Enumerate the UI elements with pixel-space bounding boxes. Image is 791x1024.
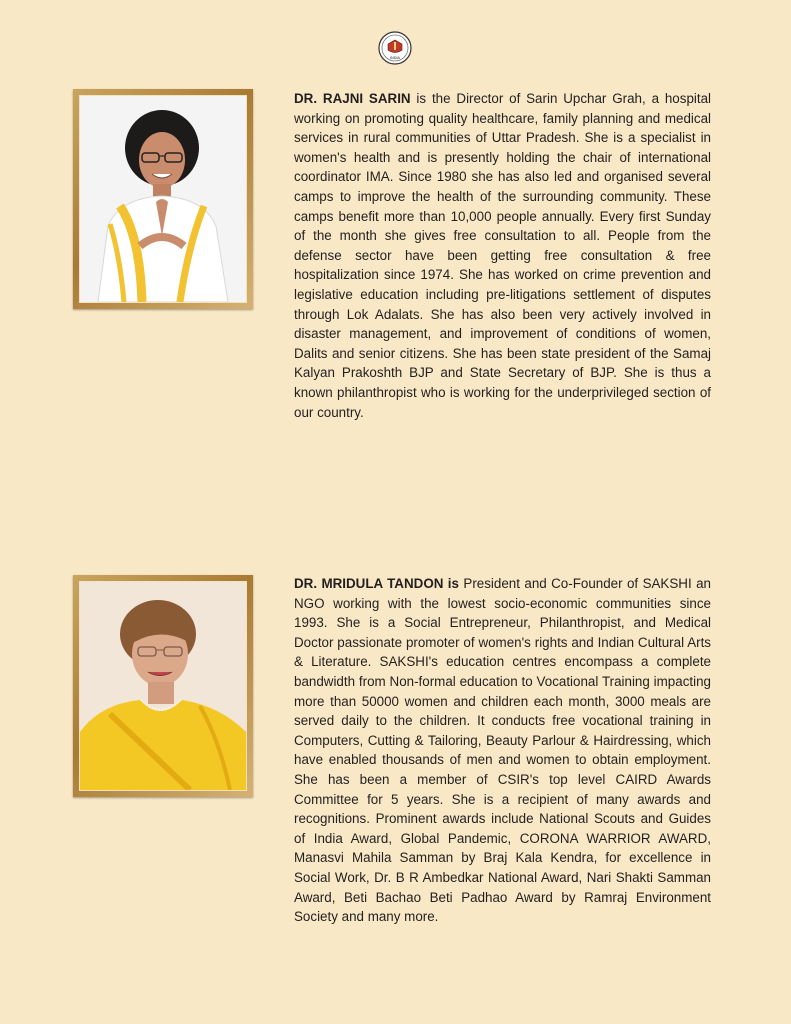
ima-emblem-icon bbox=[378, 31, 412, 65]
portrait-rajni-sarin bbox=[80, 96, 246, 302]
profile-text-2: President and Co-Founder of SAKSHI an NGO working with the lowest socio-economic communities since 1993. She is a Social Entrepreneur, Philanthropist, and Medical Doctor passionate promoter of women's rights and Indian Cultural Arts & Literature. SAKSHI's education centres encompass a complete bandwidth from Non-formal education to Vocational Training impacting more than 50000 women and children each month, 3000 meals are served daily to the children. It conducts free vocational training in Computers, Cutting & Tailoring, Beauty Parlour & Hairdressing, which have enabled thousands of men and women to obtain employment. She has been a member of CSIR's top level CAIRD Awards Committee for 5 years. She is a recipient of many awards and recognitions. Prominent awards include National Scouts and Guides of India Award, Global Pandemic, CORONA WARRIOR AWARD, Manasvi Mahila Samman by Braj Kala Kendra, for excellence in Social Work, Dr. B R Ambedkar National Award, Nari Shakti Samman Award, Beti Bachao Beti Padhao Award by Ramraj Environment Society and many more. bbox=[294, 576, 711, 925]
profile-name-1: DR. RAJNI SARIN bbox=[294, 91, 411, 106]
profile-bio-2 bbox=[294, 574, 711, 927]
portrait-mridula-tandon bbox=[80, 582, 246, 790]
profile-photo-frame-1 bbox=[73, 89, 253, 309]
profile-text-1: is the Director of Sarin Upchar Grah, a hospital working on promoting quality healthcare, family planning and medical services in rural communities of Uttar Pradesh. She is a specialist in women's health and is presently holding the chair of international coordinator IMA. Since 1980 she has also led and organised several camps to improve the health of the surrounding community. These camps benefit more than 10,000 people annually. Every first Sunday of the month she gives free consultation to all. People from the defense sector have been getting free consultation & free hospitalization since 1974. She has worked on crime prevention and legislative education including pre-litigations settlement of disputes through Lok Adalats. She has also been very actively involved in disaster management, and improvement of conditions of women, Dalits and senior citizens. She has been state president of the Samaj Kalyan Prakoshth BJP and State Secretary of BJP. She is thus a known philanthropist who is working for the underprivileged section of our country. bbox=[294, 91, 712, 420]
ima-logo bbox=[378, 31, 412, 65]
profile-photo-frame-2 bbox=[73, 575, 253, 797]
profile-bio-1 bbox=[294, 89, 711, 422]
logo-text: INDIA bbox=[389, 56, 401, 60]
profile-name-2: DR. MRIDULA TANDON is bbox=[294, 576, 459, 591]
